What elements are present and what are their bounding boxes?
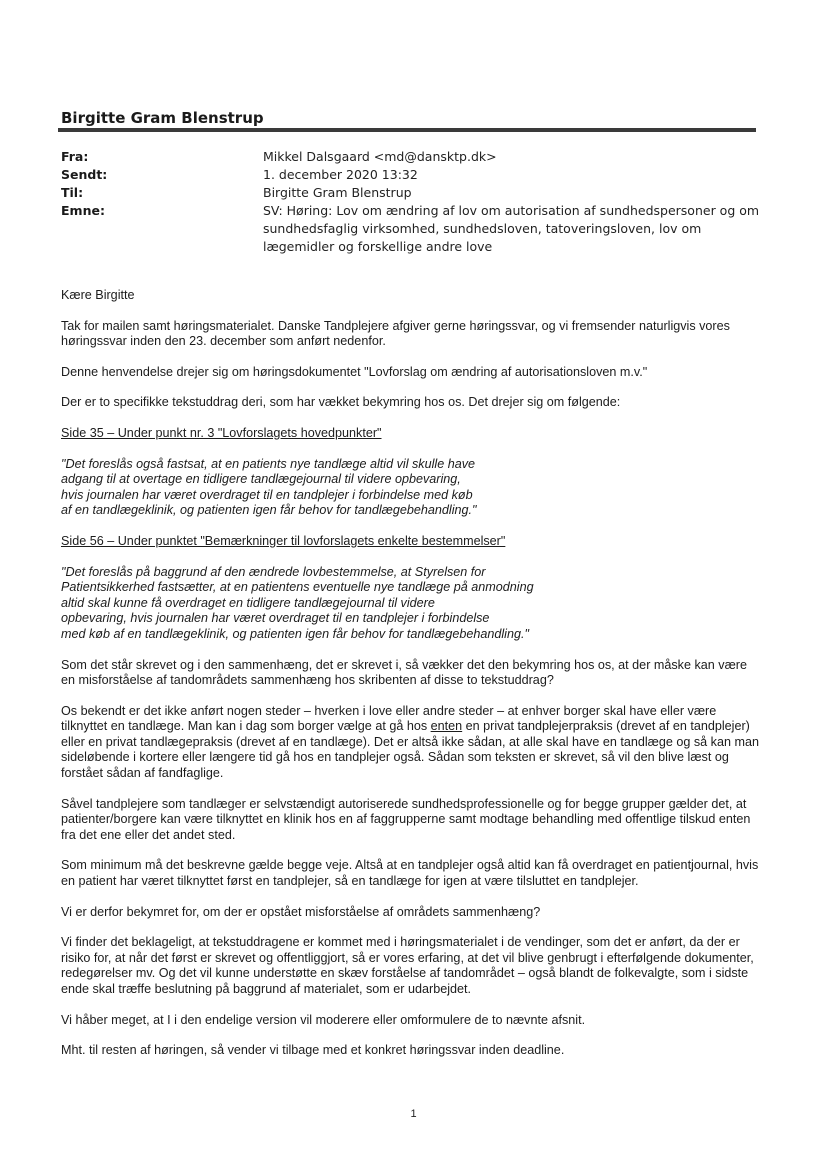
paragraph-background <box>61 704 761 782</box>
paragraph-question: Vi er derfor bekymret for, om der er opstået misforståelse af områdets sammenhæng? <box>61 904 541 919</box>
header-row-from <box>61 148 761 166</box>
paragraph-concern-intro: Der er to specifikke tekstuddrag deri, som har vækket bekymring hos os. Det drejer sig om følgende: <box>61 395 621 410</box>
subject-value: SV: Høring: Lov om ændring af lov om autorisation af sundhedspersoner og om sundhedsfaglig virksomhed, sundhedsloven, tatoveringsloven, lov om lægemidler og forskellige andre love <box>263 203 760 254</box>
text-segment: Os bekendt er det ikke anført nogen steder – hverken i love eller andre steder – at enhver borger skal have eller være tilknyttet en tandlæge. Man kan i dag som borger vælge at gå hos <box>61 703 717 734</box>
quote-line: af en tandlægeklinik, og patienten igen får behov for tandlægebehandling." <box>61 503 477 518</box>
paragraph-hope: Vi håber meget, at I i den endelige version vil moderere eller omformulere de to nævnte afsnit. <box>61 1012 586 1027</box>
greeting: Kære Birgitte <box>61 288 135 302</box>
text-segment: en privat tandplejerpraksis (drevet af en tandplejer) eller en privat tandlægepraksis (drevet af en tandlæge). Det er altså ikke sådan, at alle skal have en tandlæge og så kan man sideløbende i kortere eller længere tid gå hos en tandplejer også. Sådan som teksten er skrevet, så vil den blive læst og forstået sådan af fandfaglige. <box>61 719 759 781</box>
header-rule <box>58 128 756 132</box>
to-label: Til: <box>61 185 84 200</box>
paragraph-subject-reference: Denne henvendelse drejer sig om høringsdokumentet "Lovforslag om ændring af autorisationsloven m.v." <box>61 364 648 379</box>
reference-page-56: Side 56 – Under punktet "Bemærkninger til lovforslagets enkelte bestemmelser" <box>61 533 506 548</box>
paragraph-intro: Tak for mailen samt høringsmaterialet. Danske Tandplejere afgiver gerne høringssvar, og vi fremsender naturligvis vores høringssvar inden den 23. december som anført nedenfor. <box>61 318 730 349</box>
from-label: Fra: <box>61 149 89 164</box>
to-value: Birgitte Gram Blenstrup <box>263 185 412 200</box>
header-row-subject <box>61 202 761 256</box>
quote-line: opbevaring, hvis journalen har været overdraget til en tandplejer i forbindelse <box>61 611 490 626</box>
quote-line: hvis journalen har været overdraget til en tandplejer i forbindelse med køb <box>61 487 473 502</box>
header-row-sent <box>61 166 761 184</box>
sent-label: Sendt: <box>61 167 108 182</box>
paragraph-authorisation: Såvel tandplejere som tandlæger er selvstændigt autoriserede sundhedsprofessionelle og for begge grupper gælder det, at patienter/borgere kan være tilknyttet en klinik hos en af faggrupperne samt modtage behandling med offentlige tilskud enten fra det ene eller det andet sted. <box>61 796 751 842</box>
page-number: 1 <box>410 1108 417 1120</box>
quote-line: altid skal kunne få overdraget en tidligere tandlægejournal til videre <box>61 595 435 610</box>
email-headers <box>61 148 761 256</box>
header-row-to <box>61 184 761 202</box>
quote-line: "Det foreslås også fastsat, at en patients nye tandlæge altid vil skulle have <box>61 456 476 471</box>
paragraph-regret: Vi finder det beklageligt, at tekstuddragene er kommet med i høringsmaterialet i de vendinger, som det er anført, da der er risiko for, at når det først er skrevet og offentliggjort, så er vores erfaring, at det vil blive genbrugt i efterfølgende dokumenter, redegørelser mv. Og det vil kunne understøtte en skæv forståelse af tandområdet – også blandt de folkevalgte, som i sidste ende skal træffe beslutning på baggrund af materialet, som er udarbejdet. <box>61 935 754 996</box>
sender-name-heading: Birgitte Gram Blenstrup <box>61 109 264 127</box>
quote-line: Patientsikkerhed fastsætter, at en patientens eventuelle nye tandlæge på anmodning <box>61 580 534 595</box>
email-body <box>61 288 761 1074</box>
quote-page-56 <box>61 565 761 643</box>
quote-page-35 <box>61 457 761 519</box>
quote-line: med køb af en tandlægeklinik, og patienten igen får behov for tandlægebehandling." <box>61 626 529 641</box>
underlined-word: enten <box>430 719 463 734</box>
paragraph-concern: Som det står skrevet og i den sammenhæng, det er skrevet i, så vækker det den bekymring hos os, at der måske kan være en misforståelse af tandområdets sammenhæng hos skribenten af disse to tekstuddrag? <box>61 657 747 688</box>
paragraph-minimum: Som minimum må det beskrevne gælde begge veje. Altså at en tandplejer også altid kan få overdraget en patientjournal, hvis en patient har været tilknyttet først en tandplejer, så en tandlæge for igen at være tilsluttet en tandplejer. <box>61 858 759 889</box>
sent-value: 1. december 2020 13:32 <box>263 167 418 182</box>
quote-line: adgang til at overtage en tidligere tandlægejournal til videre opbevaring, <box>61 472 461 487</box>
from-value: Mikkel Dalsgaard <md@dansktp.dk> <box>263 149 497 164</box>
paragraph-closing: Mht. til resten af høringen, så vender vi tilbage med et konkret høringssvar inden deadline. <box>61 1043 565 1058</box>
subject-label: Emne: <box>61 203 105 218</box>
quote-line: "Det foreslås på baggrund af den ændrede lovbestemmelse, at Styrelsen for <box>61 564 486 579</box>
reference-page-35: Side 35 – Under punkt nr. 3 "Lovforslagets hovedpunkter" <box>61 425 382 440</box>
